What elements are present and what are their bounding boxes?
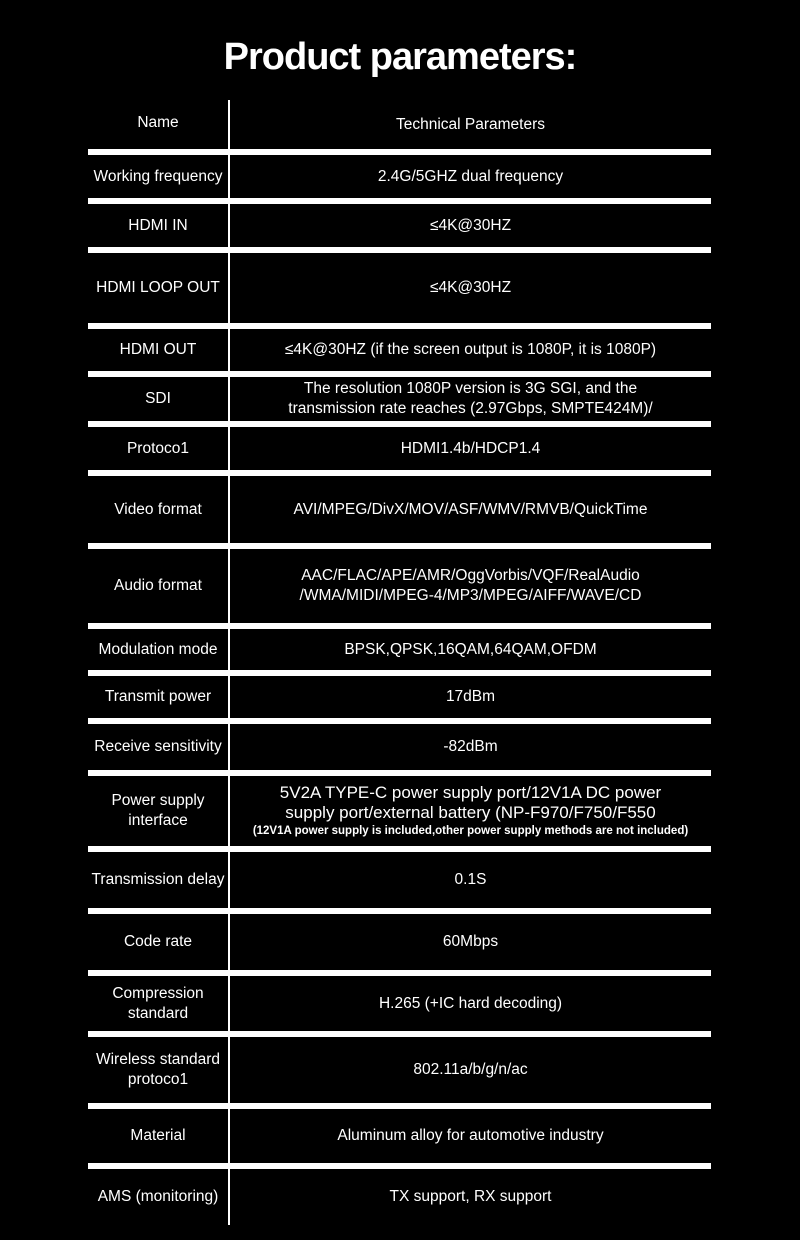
row-divider xyxy=(88,970,711,976)
value-line: ≤4K@30HZ xyxy=(429,279,512,296)
param-value xyxy=(230,914,711,970)
param-value xyxy=(230,155,711,198)
param-name: HDMI OUT xyxy=(119,341,197,358)
param-name: SDI xyxy=(145,390,171,407)
value-line: ≤4K@30HZ (if the screen output is 1080P, it is 1080P) xyxy=(284,341,657,358)
row-divider xyxy=(88,323,711,329)
value-line: Technical Parameters xyxy=(395,115,546,133)
table-row xyxy=(88,1169,711,1225)
row-divider xyxy=(88,908,711,914)
param-name: HDMI IN xyxy=(128,216,188,234)
table-row xyxy=(88,629,711,670)
param-value xyxy=(230,427,711,470)
param-name: HDMI LOOP OUT xyxy=(96,279,220,296)
param-value xyxy=(230,253,711,323)
table-row xyxy=(88,155,711,198)
value-line: 2.4G/5GHZ dual frequency xyxy=(377,167,564,185)
row-divider xyxy=(88,247,711,253)
table-row xyxy=(88,724,711,770)
row-divider xyxy=(88,1031,711,1037)
param-name: Transmit power xyxy=(104,688,212,705)
param-value xyxy=(230,776,711,846)
param-value xyxy=(230,1169,711,1225)
value-line: transmission rate reaches (2.97Gbps, SMPTE424M)/ xyxy=(288,400,653,417)
value-line: Aluminum alloy for automotive industry xyxy=(337,1127,604,1144)
row-divider xyxy=(88,543,711,549)
value-line: 60Mbps xyxy=(442,933,499,950)
value-line: HDMI1.4b/HDCP1.4 xyxy=(400,439,541,457)
param-value xyxy=(230,329,711,371)
param-value xyxy=(230,676,711,718)
page-title: Product parameters: xyxy=(223,36,577,78)
row-divider xyxy=(88,770,711,776)
param-value xyxy=(230,976,711,1031)
row-divider xyxy=(88,623,711,629)
param-value xyxy=(230,724,711,770)
row-divider xyxy=(88,1163,711,1169)
table-row xyxy=(88,1037,711,1103)
value-line: 802.11a/b/g/n/ac xyxy=(413,1061,528,1078)
param-name: Material xyxy=(130,1127,186,1144)
param-name: AMS (monitoring) xyxy=(97,1188,219,1205)
table-row xyxy=(88,976,711,1031)
table-row xyxy=(88,1109,711,1163)
value-line: AVI/MPEG/DivX/MOV/ASF/WMV/RMVB/QuickTime xyxy=(293,500,648,518)
value-line: /WMA/MIDI/MPEG-4/MP3/MPEG/AIFF/WAVE/CD xyxy=(299,587,642,604)
param-name: Power supply interface xyxy=(111,792,205,829)
value-line: AAC/FLAC/APE/AMR/OggVorbis/VQF/RealAudio xyxy=(301,567,640,584)
value-line: 0.1S xyxy=(454,871,487,888)
table-row xyxy=(88,253,711,323)
row-divider xyxy=(88,1103,711,1109)
param-value xyxy=(230,204,711,247)
value-line: -82dBm xyxy=(443,738,498,755)
param-value xyxy=(230,377,711,421)
table-header xyxy=(88,100,711,149)
param-value xyxy=(230,1037,711,1103)
row-divider xyxy=(88,846,711,852)
value-line: The resolution 1080P version is 3G SGI, and the xyxy=(303,380,638,397)
table-row xyxy=(88,476,711,543)
table-row xyxy=(88,549,711,623)
row-divider xyxy=(88,421,711,427)
param-value xyxy=(230,852,711,908)
row-divider xyxy=(88,718,711,724)
param-value xyxy=(230,1109,711,1163)
header-name: Name xyxy=(137,113,179,131)
row-divider xyxy=(88,371,711,377)
value-line: supply port/external battery (NP-F970/F750/F550 xyxy=(285,803,656,822)
value-line: 5V2A TYPE-C power supply port/12V1A DC power xyxy=(279,783,662,802)
row-divider xyxy=(88,198,711,204)
table-row xyxy=(88,329,711,371)
param-name: Working frequency xyxy=(93,167,223,185)
table-row xyxy=(88,914,711,970)
param-name: Transmission delay xyxy=(91,871,225,888)
row-divider xyxy=(88,149,711,155)
param-name: Protoco1 xyxy=(126,439,190,457)
value-line: H.265 (+IC hard decoding) xyxy=(378,994,563,1012)
param-name: Code rate xyxy=(123,933,193,950)
table-row xyxy=(88,776,711,846)
param-name: Video format xyxy=(114,500,202,518)
param-name: Compression standard xyxy=(112,984,204,1022)
param-value xyxy=(230,476,711,543)
param-name: Modulation mode xyxy=(98,640,218,658)
param-name: Wireless standard protoco1 xyxy=(95,1051,221,1088)
param-value xyxy=(230,549,711,623)
value-line: 17dBm xyxy=(445,688,496,705)
value-line: (12V1A power supply is included,other power supply methods are not included) xyxy=(252,825,689,837)
table-row xyxy=(88,204,711,247)
table-row xyxy=(88,377,711,421)
row-divider xyxy=(88,470,711,476)
table-row xyxy=(88,852,711,908)
table-row xyxy=(88,427,711,470)
value-line: ≤4K@30HZ xyxy=(429,216,512,234)
table-row xyxy=(88,676,711,718)
param-name: Audio format xyxy=(114,577,202,594)
param-name: Receive sensitivity xyxy=(94,738,222,755)
param-value xyxy=(230,629,711,670)
value-line: BPSK,QPSK,16QAM,64QAM,OFDM xyxy=(344,640,597,658)
header-value xyxy=(230,100,711,149)
value-line: TX support, RX support xyxy=(389,1188,552,1205)
row-divider xyxy=(88,670,711,676)
